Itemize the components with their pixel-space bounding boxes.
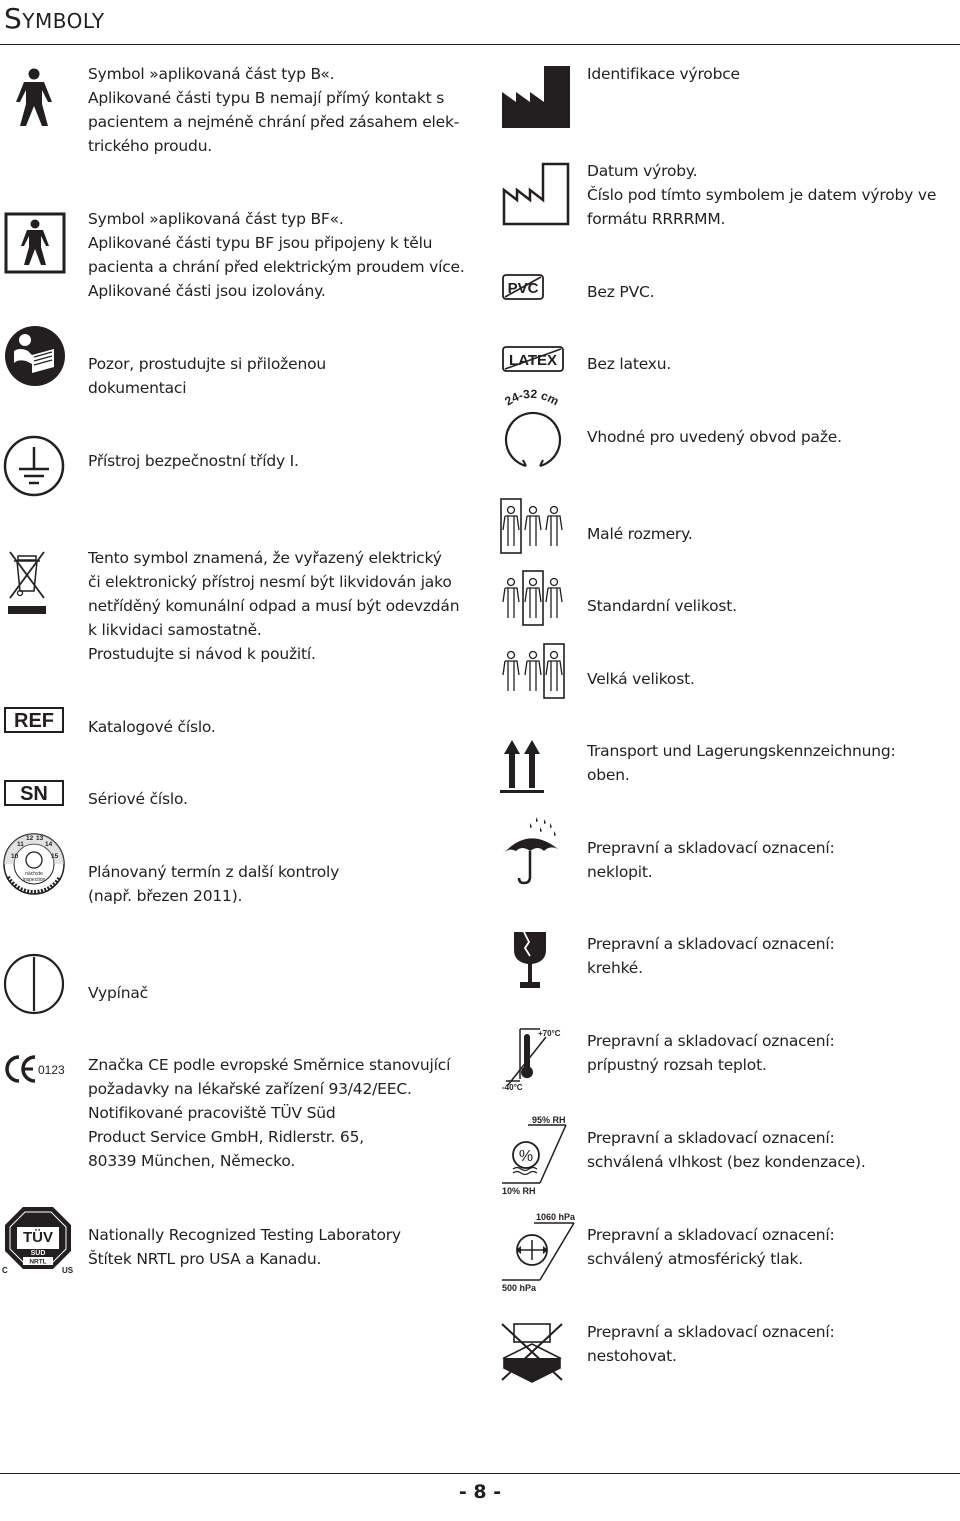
- do-not-stack-icon: [500, 1322, 564, 1384]
- desc-arm-circumference: [587, 425, 842, 449]
- desc-line: či elektronický přístroj nesmí být likvidován jako: [88, 573, 452, 591]
- desc-line: Prepravní a skladovací oznacení:: [587, 1032, 835, 1050]
- fragile-glass-icon: [512, 930, 548, 990]
- factory-outline-icon: [502, 162, 570, 226]
- page-title: Symboly: [4, 2, 105, 35]
- desc-line: Přístroj bezpečnostní třídy I.: [88, 452, 299, 470]
- humidity-lower-label: 10% RH: [502, 1186, 536, 1196]
- desc-line: Bez latexu.: [587, 355, 672, 373]
- temp-lower-label: -40°C: [502, 1083, 523, 1092]
- factory-filled-icon: [502, 66, 570, 128]
- sn-label: SN: [20, 783, 48, 805]
- desc-line: neklopit.: [587, 863, 653, 881]
- humidity-upper-label: 95% RH: [532, 1115, 566, 1125]
- desc-line: Prepravní a skladovací oznacení:: [587, 1129, 835, 1147]
- desc-line: pacientem a nejméně chrání před zásahem elek-: [88, 113, 460, 131]
- desc-line: k likvidaci samostatně.: [88, 621, 262, 639]
- desc-line: Bez PVC.: [587, 283, 655, 301]
- desc-line: formátu RRRRMM.: [587, 210, 726, 228]
- desc-line: Nationally Recognized Testing Laboratory: [88, 1226, 401, 1244]
- sticker-text: inspection: [22, 877, 46, 883]
- desc-line: trického proudu.: [88, 137, 213, 155]
- pressure-limit-icon: [500, 1210, 580, 1294]
- desc-line: Vhodné pro uvedený obvod paže.: [587, 428, 842, 446]
- desc-line: Značka CE podle evropské Směrnice stanovující: [88, 1056, 451, 1074]
- desc-line: schválená vlhkost (bez kondenzace).: [587, 1153, 866, 1171]
- tuv-band: NRTL: [29, 1258, 47, 1266]
- desc-line: Prepravní a skladovací oznacení:: [587, 1226, 835, 1244]
- desc-line: Symbol »aplikovaná část typ BF«.: [88, 210, 344, 228]
- page-number: - 8 -: [458, 1481, 502, 1503]
- desc-keep-dry: [587, 836, 835, 884]
- desc-line: Štítek NRTL pro USA a Kanadu.: [88, 1250, 322, 1268]
- ce-mark-icon: [4, 1053, 70, 1085]
- sticker-number: 13: [36, 835, 44, 842]
- sticker-text: nächste: [25, 871, 43, 877]
- temperature-limit-icon: [500, 1027, 564, 1093]
- desc-this-way-up: [587, 739, 896, 787]
- desc-line: Číslo pod tímto symbolem je datem výroby ve: [587, 186, 937, 204]
- ref-label: REF: [14, 710, 54, 732]
- power-switch-icon: [3, 953, 65, 1015]
- temp-upper-label: +70°C: [538, 1029, 561, 1038]
- person-icon: [12, 68, 56, 126]
- tuv-sub: SÜD: [30, 1250, 46, 1257]
- desc-fragile: [587, 932, 835, 980]
- desc-ce: [88, 1053, 450, 1173]
- desc-line: dokumentaci: [88, 379, 187, 397]
- desc-line: 80339 München, Německo.: [88, 1152, 296, 1170]
- desc-line: Standardní velikost.: [587, 597, 737, 615]
- desc-line: Aplikované části typu BF jsou připojeny k tělu: [88, 234, 433, 252]
- desc-line: Aplikované části typu B nemají přímý kontakt s: [88, 89, 445, 107]
- this-way-up-icon: [500, 740, 544, 794]
- desc-line: Transport und Lagerungskennzeichnung:: [587, 742, 896, 760]
- desc-sn: [88, 787, 188, 811]
- desc-line: schválený atmosférický tlak.: [587, 1250, 803, 1268]
- arm-range-label: 24-32 cm: [502, 388, 562, 409]
- desc-line: netříděný komunální odpad a musí být odevzdán: [88, 597, 460, 615]
- tuv-right: US: [62, 1266, 74, 1275]
- sticker-number: 11: [17, 841, 24, 848]
- desc-date-of-manufacture: [587, 159, 936, 231]
- desc-line: pacienta a chrání před elektrickým proudem více.: [88, 258, 465, 276]
- size-large-icon: [500, 643, 566, 699]
- desc-line: Identifikace výrobce: [587, 65, 740, 83]
- ref-box-icon: [4, 707, 64, 733]
- desc-line: Pozor, prostudujte si přiloženou: [88, 355, 326, 373]
- desc-line: Aplikované části jsou izolovány.: [88, 282, 326, 300]
- desc-no-stack: [587, 1320, 835, 1368]
- protective-earth-icon: [3, 435, 65, 497]
- desc-line: Notifikované pracoviště TÜV Süd: [88, 1104, 336, 1122]
- desc-line: (např. březen 2011).: [88, 887, 243, 905]
- desc-standard: [587, 594, 737, 618]
- sticker-number: 15: [51, 853, 59, 860]
- desc-line: Prepravní a skladovací oznacení:: [587, 935, 835, 953]
- pvc-box-icon: [502, 274, 544, 300]
- desc-no-pvc: [587, 280, 654, 304]
- desc-line: Velká velikost.: [587, 670, 695, 688]
- sticker-number: 12: [26, 835, 34, 842]
- desc-line: Vypínač: [88, 984, 148, 1002]
- tuv-left: C: [2, 1266, 8, 1275]
- desc-manufacturer: [587, 62, 740, 86]
- desc-line: krehké.: [587, 959, 643, 977]
- umbrella-icon: [500, 815, 564, 885]
- desc-no-latex: [587, 352, 671, 376]
- sn-box-icon: [4, 780, 64, 806]
- desc-applied-b: [88, 62, 459, 158]
- humidity-limit-icon: [500, 1113, 574, 1197]
- svg-text:24-32 cm: [502, 388, 561, 408]
- desc-line: Symbol »aplikovaná část typ B«.: [88, 65, 335, 83]
- desc-class-1: [88, 449, 299, 473]
- desc-humidity: [587, 1126, 866, 1174]
- person-in-box-icon: [4, 212, 66, 274]
- desc-line: požadavky na lékařské zařízení 93/42/EEC.: [88, 1080, 412, 1098]
- inspection-sticker-icon: [2, 833, 66, 895]
- latex-box-icon: [502, 346, 564, 372]
- desc-line: Malé rozmery.: [587, 525, 693, 543]
- desc-line: Prepravní a skladovací oznacení:: [587, 839, 835, 857]
- desc-large: [587, 667, 695, 691]
- desc-inspection: [88, 860, 339, 908]
- desc-small: [587, 522, 693, 546]
- desc-switch: [88, 981, 148, 1005]
- size-standard-icon: [500, 570, 566, 626]
- desc-line: Katalogové číslo.: [88, 718, 216, 736]
- desc-line: Tento symbol znamená, že vyřazený elektrický: [88, 549, 442, 567]
- desc-line: prípustný rozsah teplot.: [587, 1056, 767, 1074]
- desc-pressure: [587, 1223, 835, 1271]
- tuv-brand: TÜV: [23, 1229, 53, 1246]
- desc-line: nestohovat.: [587, 1347, 677, 1365]
- desc-line: Prepravní a skladovací oznacení:: [587, 1323, 835, 1341]
- desc-line: Plánovaný termín z další kontroly: [88, 863, 340, 881]
- pvc-label: PVC: [507, 280, 539, 297]
- footer-divider: [0, 1473, 960, 1474]
- desc-temperature: [587, 1029, 835, 1077]
- ce-notified-body: 0123: [38, 1063, 65, 1077]
- desc-ref: [88, 715, 216, 739]
- read-manual-icon: [4, 325, 66, 387]
- sticker-number: 10: [11, 853, 19, 860]
- desc-line: Product Service GmbH, Ridlerstr. 65,: [88, 1128, 364, 1146]
- pressure-upper-label: 1060 hPa: [536, 1212, 576, 1222]
- desc-line: oben.: [587, 766, 630, 784]
- desc-line: Datum výroby.: [587, 162, 698, 180]
- desc-weee: [88, 546, 459, 666]
- latex-label: LATEX: [508, 352, 558, 369]
- title-divider: [0, 44, 960, 45]
- desc-line: Prostudujte si návod k použití.: [88, 645, 316, 663]
- sticker-number: 14: [45, 841, 53, 848]
- desc-read-docs: [88, 352, 326, 400]
- pressure-lower-label: 500 hPa: [502, 1283, 537, 1293]
- size-small-icon: [500, 498, 566, 554]
- crossed-bin-icon: [8, 548, 46, 616]
- desc-nrtl: [88, 1223, 401, 1271]
- desc-line: Sériové číslo.: [88, 790, 188, 808]
- tuv-nrtl-icon: [1, 1205, 75, 1275]
- desc-applied-bf: [88, 207, 465, 303]
- humidity-percent-symbol: %: [518, 1148, 534, 1165]
- arm-circumference-icon: [500, 388, 566, 470]
